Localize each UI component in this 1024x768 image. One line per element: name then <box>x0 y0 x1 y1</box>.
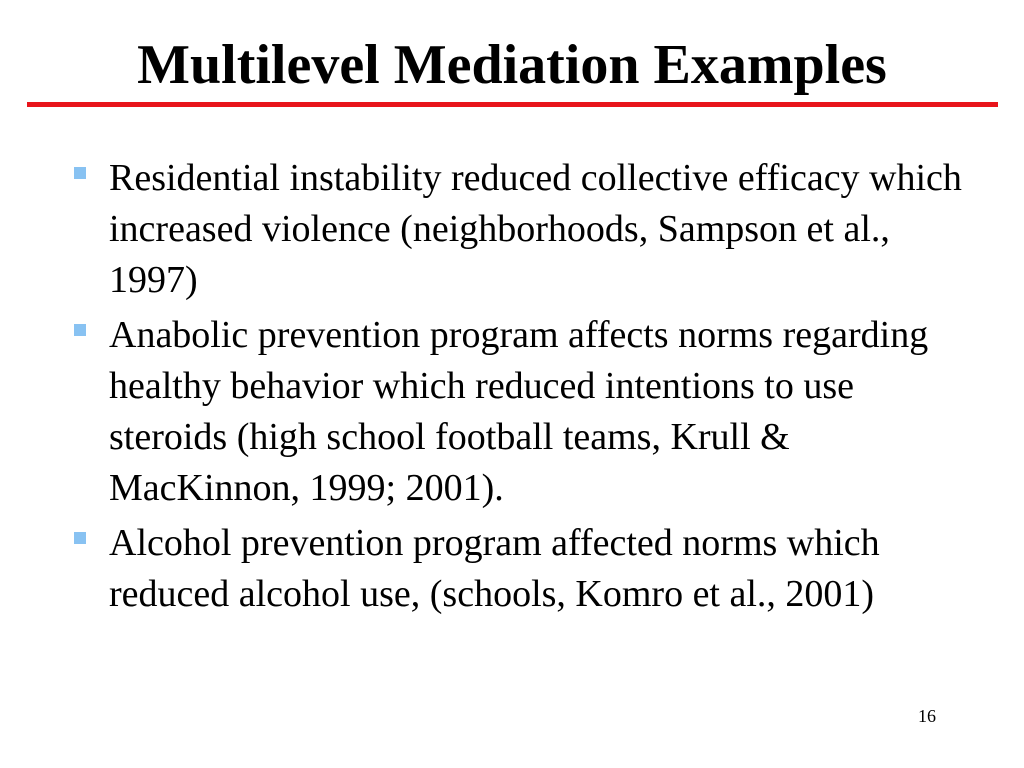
slide-title: Multilevel Mediation Examples <box>137 34 887 96</box>
bullet-item <box>0 310 1024 514</box>
bullet-list <box>0 153 1024 624</box>
bullet-text: Alcohol prevention program affected norms which reduced alcohol use, (schools, Komro et al., 2001) <box>109 522 880 615</box>
square-bullet-icon <box>74 532 86 544</box>
bullet-text: Anabolic prevention program affects norms regarding healthy behavior which reduced intentions to use steroids (high school football teams, Krull & MacKinnon, 1999; 2001). <box>109 314 929 509</box>
square-bullet-icon <box>74 324 86 336</box>
bullet-item <box>0 153 1024 306</box>
bullet-text: Residential instability reduced collective efficacy which increased violence (neighborhoods, Sampson et al., 1997) <box>109 157 962 301</box>
square-bullet-icon <box>74 167 86 179</box>
page-number: 16 <box>918 706 936 726</box>
bullet-item <box>0 518 1024 620</box>
title-divider <box>27 102 998 107</box>
